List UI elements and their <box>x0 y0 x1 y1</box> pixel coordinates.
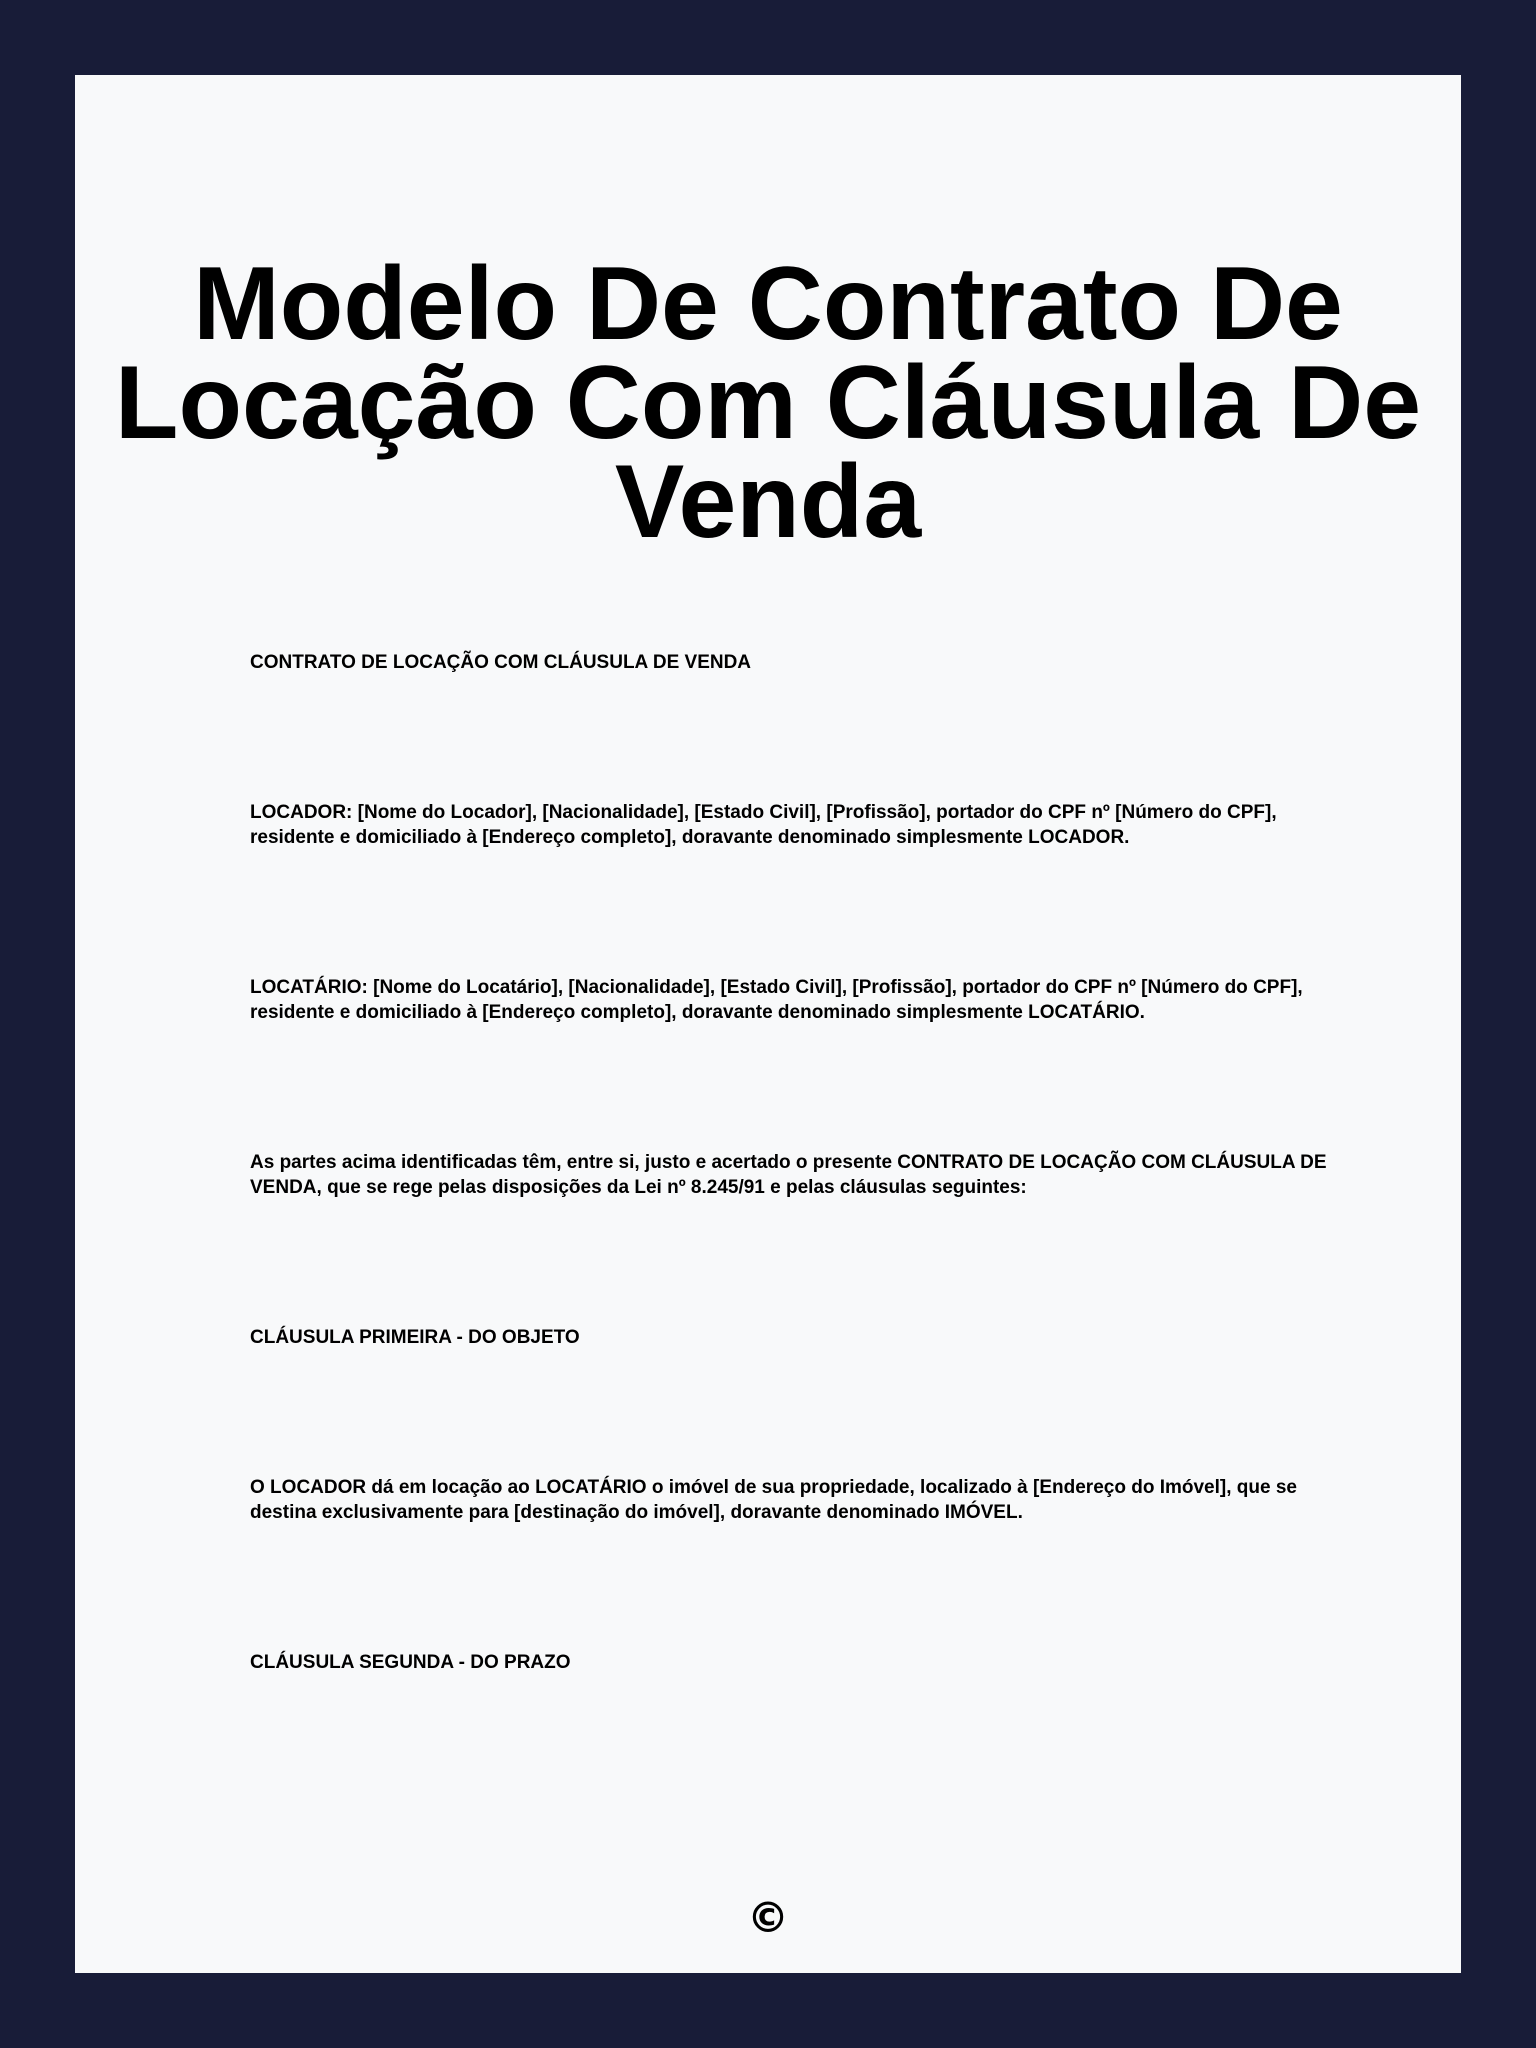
clause-one-heading: CLÁUSULA PRIMEIRA - DO OBJETO <box>250 1327 580 1348</box>
document-body <box>250 650 1360 1675</box>
clause-one-paragraph: O LOCADOR dá em locação ao LOCATÁRIO o imóvel de sua propriedade, localizado à [Endereço do Imóvel], que se destina exclusivamente para [destinação do imóvel], doravante denominado IMÓVEL. <box>250 1477 1297 1523</box>
clause-two-heading: CLÁUSULA SEGUNDA - DO PRAZO <box>250 1652 571 1673</box>
document-page <box>75 75 1461 1973</box>
locatario-paragraph: LOCATÁRIO: [Nome do Locatário], [Nacionalidade], [Estado Civil], [Profissão], portador do CPF nº [Número do CPF], residente e domiciliado à [Endereço completo], doravante denominado simplesmente LOCATÁRIO. <box>250 977 1303 1023</box>
copyright-icon: © <box>747 1893 789 1942</box>
preamble-paragraph: As partes acima identificadas têm, entre si, justo e acertado o presente CONTRATO DE LOCAÇÃO COM CLÁUSULA DE VENDA, que se rege pelas disposições da Lei nº 8.245/91 e pelas cláusulas seguintes: <box>250 1152 1327 1198</box>
document-title: Modelo De Contrato De Locação Com Cláusula De Venda <box>114 246 1422 560</box>
locador-paragraph: LOCADOR: [Nome do Locador], [Nacionalidade], [Estado Civil], [Profissão], portador do CPF nº [Número do CPF], residente e domiciliado à [Endereço completo], doravante denominado simplesmente LOCADOR. <box>250 802 1277 848</box>
contract-heading: CONTRATO DE LOCAÇÃO COM CLÁUSULA DE VENDA <box>250 652 752 673</box>
